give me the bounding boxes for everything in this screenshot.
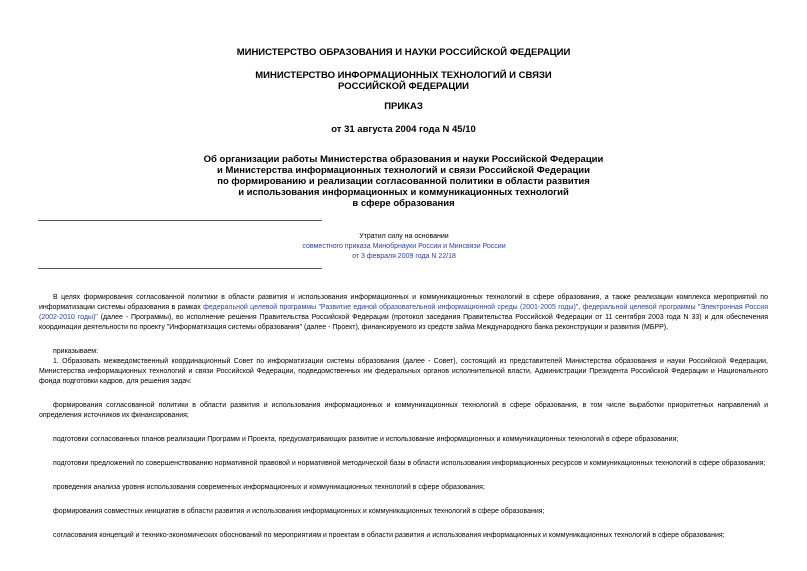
task-paragraph: проведения анализа уровня использования современных информационных и коммуникационных технологий в сфере образования; bbox=[53, 484, 485, 491]
task-paragraph: подготовки предложений по совершенствованию нормативной правовой и нормативной методической базы в области использования информационных ресурсов и коммуникационных технологий в сфере образования; bbox=[53, 460, 766, 467]
divider-top bbox=[38, 220, 322, 221]
program-link-electronic-russia[interactable]: федеральной целевой программы "Электронная Россия (2002-2010 годы)" bbox=[39, 304, 769, 321]
ministry-it-line-2: РОССИЙСКОЙ ФЕДЕРАЦИИ bbox=[337, 81, 469, 92]
intro-text: В целях формирования согласованной политики в области развития и использования информационных и коммуникационных технологий в сфере образования, а также реализации комплекса мероприятий по информатизации системы образования в рамках bbox=[39, 294, 768, 311]
order-word: приказываем: bbox=[53, 348, 99, 355]
document-type: ПРИКАЗ bbox=[384, 101, 423, 112]
task-paragraph: формирования совместных инициатив в области развития и использования информационных и коммуникационных технологий в сфере образования; bbox=[53, 508, 545, 515]
document-title bbox=[0, 154, 807, 209]
status-note-text: Утратил силу на основании bbox=[359, 233, 449, 240]
intro-text: (далее - Программы), во исполнение решения Правительства Российской Федерации (протокол заседания Правительства Российской Федерации от 11 сентября 2003 года N 33) и для обеспечения координации деятельности по проекту "Информатизация системы образования" (далее - Проект), финансируемого из средств займа Международного банка реконструкции и развития (МБРР), bbox=[39, 314, 769, 331]
intro-text: , bbox=[578, 304, 583, 311]
task-paragraph: подготовки согласованных планов реализации Программ и Проекта, предусматривающих развитие и использование информационных и коммуникационных технологий в сфере образования; bbox=[53, 436, 679, 443]
repeal-order-link[interactable]: совместного приказа Минобрнауки России и Минсвязи России bbox=[302, 243, 506, 250]
title-line: и Министерства информационных технологий и связи Российской Федерации bbox=[217, 165, 590, 176]
title-line: и использования информационных и коммуникационных технологий bbox=[238, 187, 569, 198]
document-body bbox=[39, 293, 768, 541]
task-paragraph: формирования согласованной политики в области развития и использования информационных и коммуникационных технологий в сфере образования, в том числе выработки приоритетных направлений и определения источников их финансирования; bbox=[39, 402, 768, 419]
item-1-paragraph: 1. Образовать межведомственный координационный Совет по информатизации системы образования (далее - Совет), состоящий из представителей Министерства образования и науки Российской Федерации, Министерства информационных технологий и связи Российской Федерации, подведомственных им федеральных органов исполнительной власти, Администрации Президента Российской Федерации и Национального фонда подготовки кадров, для решения задач: bbox=[39, 358, 768, 385]
ministry-it-line-1: МИНИСТЕРСТВО ИНФОРМАЦИОННЫХ ТЕХНОЛОГИЙ И СВЯЗИ bbox=[255, 70, 552, 81]
task-paragraph: согласования концепций и технико-экономических обоснований по мероприятиям и проектам в области развития и использования информационных и коммуникационных технологий в сфере образования; bbox=[53, 532, 725, 539]
ministry-it-heading bbox=[0, 70, 807, 92]
title-line: Об организации работы Министерства образования и науки Российской Федерации bbox=[203, 154, 604, 165]
title-line: по формированию и реализации согласованной политики в области развития bbox=[217, 176, 590, 187]
ministry-education-heading: МИНИСТЕРСТВО ОБРАЗОВАНИЯ И НАУКИ РОССИЙСКОЙ ФЕДЕРАЦИИ bbox=[236, 47, 571, 58]
divider-bottom bbox=[38, 268, 322, 269]
document-date-number: от 31 августа 2004 года N 45/10 bbox=[331, 124, 476, 135]
intro-paragraph bbox=[39, 293, 768, 333]
status-note bbox=[196, 232, 612, 262]
program-link-education-environment[interactable]: федеральной целевой программы "Развитие единой образовательной информационной среды (2001-2005 годы)" bbox=[203, 304, 579, 311]
repeal-order-date-link[interactable]: от 3 февраля 2009 года N 22/18 bbox=[352, 253, 456, 260]
title-line: в сфере образования bbox=[352, 198, 455, 209]
